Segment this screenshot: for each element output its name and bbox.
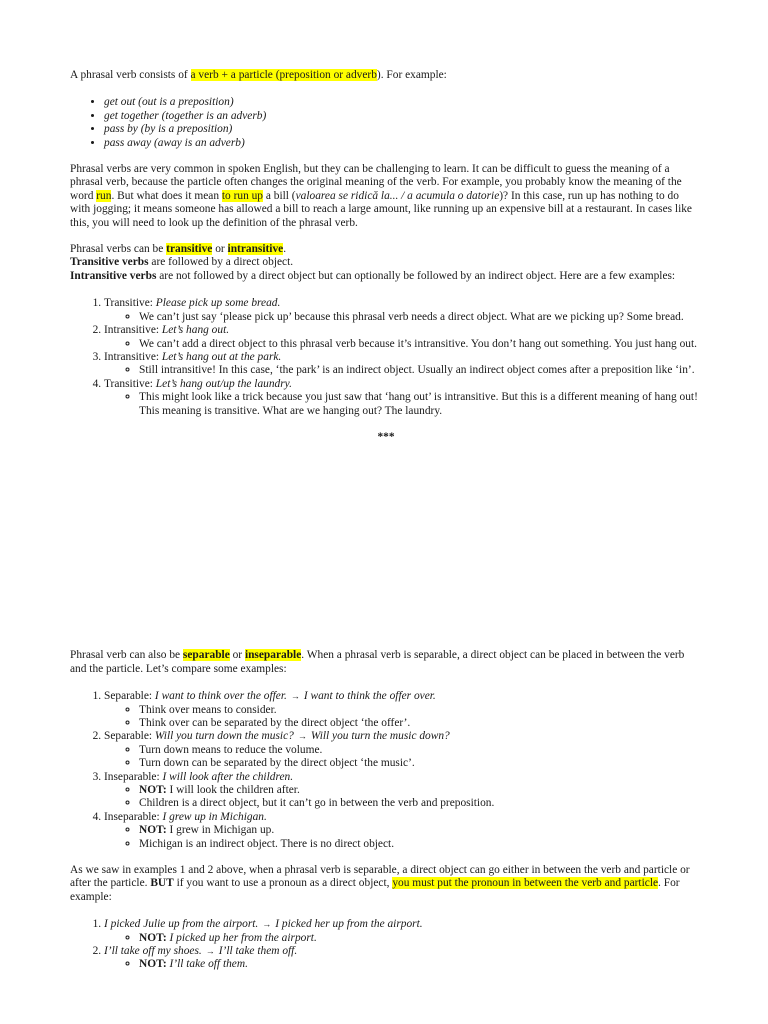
intro-text-end: ). For example: <box>376 69 447 81</box>
list-item: 2. I’ll take off my shoes. → I’ll take them off. ◦ NOT: I’ll take off them. <box>104 945 702 972</box>
example-bullet-list <box>70 96 702 150</box>
arrow-icon: → <box>262 919 272 930</box>
list-item: ◦ Think over means to consider. <box>139 704 702 717</box>
highlight-verb-particle: a verb + a particle (preposition or adverb <box>190 69 377 81</box>
list-item: ◦ Still intransitive! In this case, ‘the park’ is an indirect object. Usually an indirect object comes after a preposition like ‘in’. <box>139 364 702 377</box>
list-item: ◦ This might look like a trick because you just saw that ‘hang out’ is intransitive. But this is a different meaning of hang out! This meaning is transitive. What are we hanging out? The laundry. <box>139 391 702 418</box>
list-item: 1. I picked Julie up from the airport. → I picked her up from the airport. ◦ NOT: I picked up her from the airport. <box>104 918 702 945</box>
transitive-intro: Phrasal verbs can be transitive or intransitive. <box>70 243 287 256</box>
intro-paragraph <box>70 69 702 82</box>
list-item: ◦ Michigan is an indirect object. There is no direct object. <box>139 838 702 851</box>
highlight-run: run <box>96 189 112 202</box>
list-item: ◦ NOT: I will look the children after. <box>139 784 702 797</box>
list-item: ◦ NOT: I grew in Michigan up. <box>139 824 702 837</box>
list-item: ◦ Children is a direct object, but it can’t go in between the verb and preposition. <box>139 797 702 810</box>
list-item: • pass away (away is an adverb) <box>104 137 702 150</box>
highlight-inseparable: inseparable <box>244 649 302 662</box>
phrasal-meaning-paragraph: Phrasal verbs are very common in spoken English, but they can be challenging to learn. It can be difficult to guess the meaning of a phrasal verb, because the particle often changes the original meaning of the verb. For example, you probably know the meaning of the word run. But what does it mean to run up a bill (valoarea se ridică la... / a acumula o datorie)? In this case, run up has nothing to do with jogging; it means someone has allowed a bill to reach a large amount, like running up an expensive bill at a restaurant. In cases like this, you will need to look up the definition of the phrasal verb. <box>70 163 692 229</box>
document-page <box>70 69 702 985</box>
pronoun-example-list <box>70 918 702 972</box>
blank-space <box>70 444 702 649</box>
highlight-pronoun-rule: you must put the pronoun in between the verb and particle <box>392 877 659 890</box>
list-item: 1. Transitive: Please pick up some bread. ◦ We can’t just say ‘please pick up’ because this phrasal verb needs a direct object. What are we picking up? Some bread. <box>104 297 702 324</box>
separable-example-list <box>70 690 702 851</box>
list-item: ◦ NOT: I picked up her from the airport. <box>139 932 702 945</box>
romanian-translation: valoarea se ridică la... / a acumula o datorie <box>295 189 500 202</box>
highlight-separable: separable <box>182 649 230 662</box>
highlight-intransitive: intransitive <box>227 243 284 256</box>
list-item: ◦ NOT: I’ll take off them. <box>139 958 702 971</box>
arrow-icon: → <box>297 731 307 742</box>
list-item: • pass by (by is a preposition) <box>104 123 702 136</box>
list-item: 4. Inseparable: I grew up in Michigan. ◦ NOT: I grew in Michigan up. ◦ Michigan is an indirect object. There is no direct object. <box>104 811 702 851</box>
list-item: • get out (out is a preposition) <box>104 96 702 109</box>
list-item: ◦ Turn down can be separated by the direct object ‘the music’. <box>139 757 702 770</box>
separable-intro: Phrasal verb can also be separable or inseparable. When a phrasal verb is separable, a direct object can be placed in between the verb and the particle. Let’s compare some examples: <box>70 649 685 675</box>
list-item: 1. Separable: I want to think over the offer. → I want to think the offer over. ◦ Think over means to consider. ◦ Think over can be separated by the direct object ‘the offer’. <box>104 690 702 730</box>
transitive-definition: Transitive verbs are followed by a direct object. <box>70 256 294 269</box>
list-item: 2. Intransitive: Let’s hang out. ◦ We can’t add a direct object to this phrasal verb because it’s intransitive. You don’t hang out something. You just hang out. <box>104 324 702 351</box>
highlight-to-run-up: to run up <box>221 189 264 202</box>
list-item: 2. Separable: Will you turn down the music? → Will you turn the music down? ◦ Turn down means to reduce the volume. ◦ Turn down can be separated by the direct object ‘the music’. <box>104 730 702 770</box>
section-divider: *** <box>377 430 395 443</box>
intro-text: A phrasal verb consists of <box>70 69 191 81</box>
list-item: 4. Transitive: Let’s hang out/up the laundry. ◦ This might look like a trick because you just saw that ‘hang out’ is intransitive. But this is a different meaning of hang out! This meaning is transitive. What are we hanging out? The laundry. <box>104 378 702 418</box>
list-item: • get together (together is an adverb) <box>104 110 702 123</box>
intransitive-definition: Intransitive verbs are not followed by a direct object but can optionally be followed by an indirect object. Here are a few examples: <box>70 269 676 282</box>
list-item: 3. Inseparable: I will look after the children. ◦ NOT: I will look the children after. ◦ Children is a direct object, but it can’t go in between the verb and preposition. <box>104 771 702 811</box>
list-item: ◦ Think over can be separated by the direct object ‘the offer’. <box>139 717 702 730</box>
arrow-icon: → <box>205 946 215 957</box>
pronoun-paragraph: As we saw in examples 1 and 2 above, when a phrasal verb is separable, a direct object can go either in between the verb and particle or after the particle. BUT if you want to use a pronoun as a direct object, you must put the pronoun in between the verb and particle. For example: <box>70 864 690 903</box>
list-item: ◦ We can’t add a direct object to this phrasal verb because it’s intransitive. You don’t hang out something. You just hang out. <box>139 338 702 351</box>
list-item: ◦ Turn down means to reduce the volume. <box>139 744 702 757</box>
list-item: 3. Intransitive: Let’s hang out at the park. ◦ Still intransitive! In this case, ‘the park’ is an indirect object. Usually an indirect object comes after a preposition like ‘in’. <box>104 351 702 378</box>
transitive-example-list <box>70 297 702 418</box>
highlight-transitive: transitive <box>166 243 213 256</box>
list-item: ◦ We can’t just say ‘please pick up’ because this phrasal verb needs a direct object. What are we picking up? Some bread. <box>139 311 702 324</box>
arrow-icon: → <box>290 691 300 702</box>
